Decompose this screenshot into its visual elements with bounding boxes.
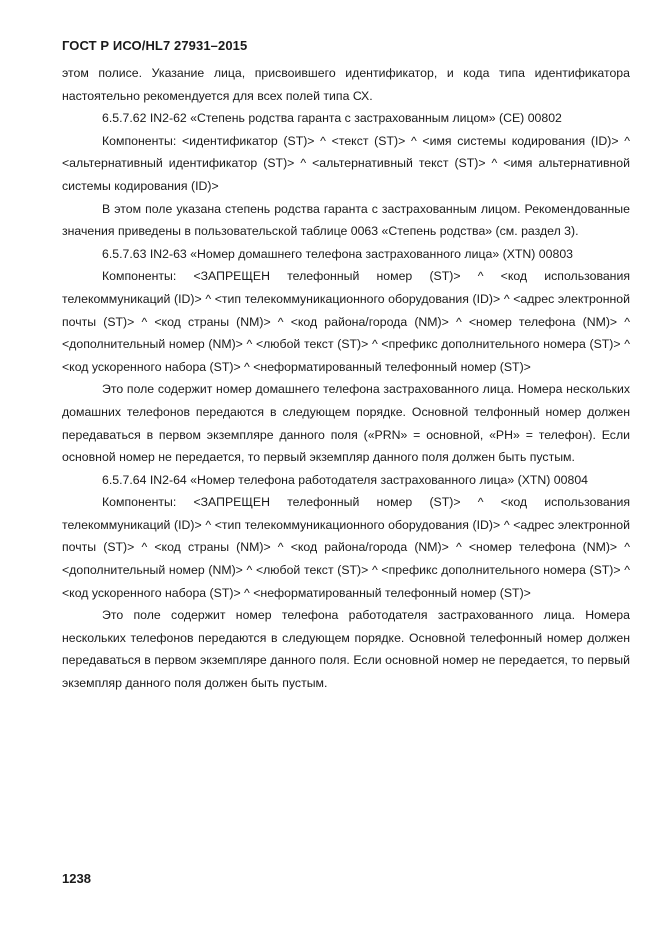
- section-heading-6-5-7-63: 6.5.7.63 IN2-63 «Номер домашнего телефона застрахованного лица» (XTN) 00803: [102, 246, 573, 261]
- document-body: [62, 62, 630, 695]
- section-heading-6-5-7-64: 6.5.7.64 IN2-64 «Номер телефона работодателя застрахованного лица» (XTN) 00804: [102, 472, 588, 487]
- paragraph-continuation: этом полисе. Указание лица, присвоившего идентификатор, и кода типа идентификатора настоятельно рекомендуется для всех полей типа СХ.: [62, 66, 630, 103]
- body-paragraph: В этом поле указана степень родства гаранта с застрахованным лицом. Рекомендованные значения приведены в пользовательской таблице 0063 «Степень родства» (см. раздел 3).: [62, 201, 630, 239]
- components-paragraph: Компоненты: <идентификатор (ST)> ^ <текст (ST)> ^ <имя системы кодирования (ID)> ^ <альтернативный идентификатор (ST)> ^ <альтернативный текст (ST)> ^ <имя альтернативной системы кодирования (ID)>: [62, 133, 630, 193]
- body-paragraph: Это поле содержит номер телефона работодателя застрахованного лица. Номера нескольких телефонов передаются в следующем порядке. Основной телефонный номер должен передаваться в первом экземпляре данного поля. Если основной номер не передается, то первый экземпляр данного поля должен быть пустым.: [62, 608, 630, 691]
- document-header: ГОСТ Р ИСО/HL7 27931–2015: [62, 38, 248, 53]
- page-number: 1238: [62, 871, 91, 886]
- body-paragraph: Это поле содержит номер домашнего телефона застрахованного лица. Номера нескольких домашних телефонов передаются в следующем порядке. Основной телфонный номер должен передаваться в первом экземпляре данного поля («PRN» = основной, «PH» = телефон). Если основной номер не передается, то первый экземпляр данного поля должен быть пустым.: [62, 382, 630, 465]
- components-paragraph: Компоненты: <ЗАПРЕЩЕН телефонный номер (ST)> ^ <код использования телекоммуникаций (ID)> ^ <тип телекоммуникационного оборудования (ID)> ^ <адрес электронной почты (ST)> ^ <код страны (NM)> ^ <код района/города (NM)> ^ <номер телефона (NM)> ^ <дополнительный номер (NM)> ^ <любой текст (ST)> ^ <префикс дополнительного номера (ST)> ^ <код ускоренного набора (ST)> ^ <неформатированный телефонный номер (ST)>: [62, 495, 630, 600]
- section-heading-6-5-7-62: 6.5.7.62 IN2-62 «Степень родства гаранта с застрахованным лицом» (СЕ) 00802: [102, 111, 562, 126]
- components-paragraph: Компоненты: <ЗАПРЕЩЕН телефонный номер (ST)> ^ <код использования телекоммуникаций (ID)> ^ <тип телекоммуникационного оборудования (ID)> ^ <адрес электронной почты (ST)> ^ <код страны (NM)> ^ <код района/города (NM)> ^ <номер телефона (NM)> ^ <дополнительный номер (NM)> ^ <любой текст (ST)> ^ <префикс дополнительного номера (ST)> ^ <код ускоренного набора (ST)> ^ <неформатированный телефонный номер (ST)>: [62, 269, 630, 374]
